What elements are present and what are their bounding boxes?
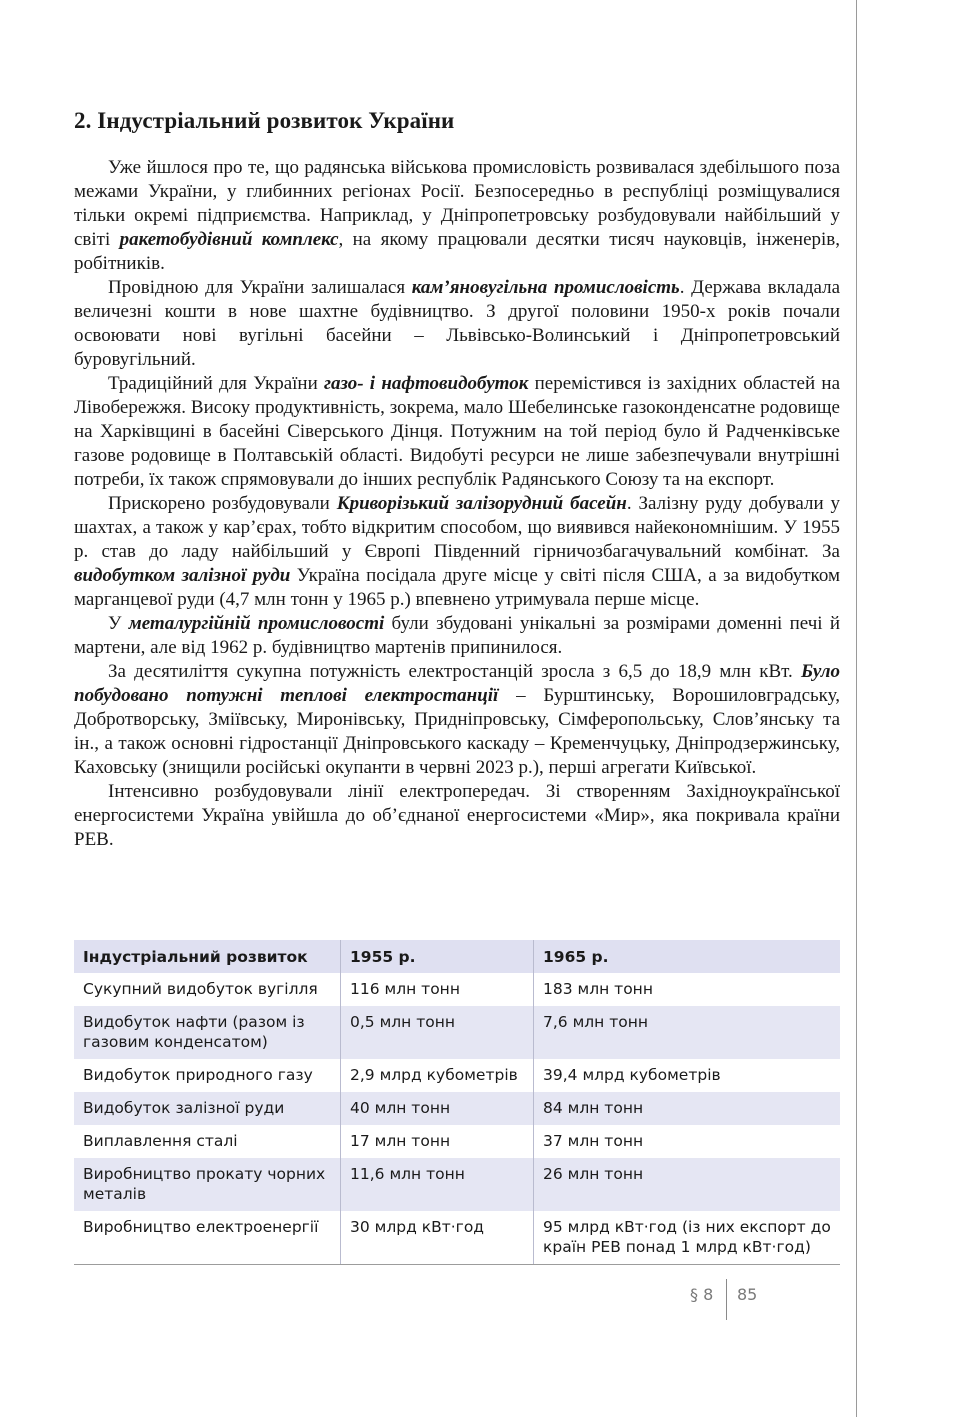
- table-cell: 11,6 млн тонн: [341, 1158, 534, 1211]
- paragraph-2: Провідною для України залишалася кам’яновугільна промисловість. Держава вкладала величезні кошти в нове шахтне будівництво. З другої половини 1950-х років почали освоювати нові вугільні басейни – Львівсько-Волинський і Дніпропетровський буровугільний.: [74, 277, 840, 370]
- table-cell: 2,9 млрд кубометрів: [341, 1059, 534, 1092]
- table-row: [74, 1158, 840, 1211]
- table-cell: 0,5 млн тонн: [341, 1006, 534, 1059]
- key-term: ракетобудівний комплекс: [119, 229, 339, 250]
- main-content: [74, 108, 840, 852]
- table-cell: 26 млн тонн: [534, 1158, 841, 1211]
- paragraph-3: Традиційний для України газо- і нафтовидобуток перемістився із західних областей на Лівобережжя. Високу продуктивність, зокрема, мало Шебелинське газоконденсатне родовище на Харківщині в басейні Сіверського Дінця. Потужним на той період було й Радченківське газове родовище в Полтавській області. Видобуті ресурси не лише забезпечували внутрішні потреби, їх також спрямовували до інших республік Радянського Союзу та на експорт.: [74, 373, 841, 490]
- column-header: 1955 р.: [341, 940, 534, 973]
- paragraph-4: Прискорено розбудовували Криворізький залізорудний басейн. Залізну руду добували у шахтах, а також у кар’єрах, тобто відкритим способом, що виявився найекономнішим. У 1955 р. став до ладу найбільший у Європі Південний гірничозбагачувальний комбінат. За видобутком залізної руди Україна посідала друге місце у світі після США, а за видобутком марганцевої руди (4,7 млн тонн у 1965 р.) впевнено утримувала перше місце.: [74, 493, 840, 610]
- key-term: газо- і нафтовидобуток: [324, 373, 529, 394]
- table-row: [74, 1125, 840, 1158]
- table-row: [74, 973, 840, 1006]
- table-row: [74, 1211, 840, 1265]
- key-term: кам’яновугільна промисловість: [411, 277, 680, 298]
- paragraph-7: Інтенсивно розбудовували лінії електропередач. Зі створенням Західноукраїнської енергосистеми Україна увійшла до об’єднаної енергосистеми «Мир», яка покривала країни РЕВ.: [74, 781, 840, 850]
- table-cell: Видобуток нафти (разом із газовим конденсатом): [74, 1006, 341, 1059]
- column-header: Індустріальний розвиток: [74, 940, 341, 973]
- table-cell: 116 млн тонн: [341, 973, 534, 1006]
- table-header-row: [74, 940, 840, 973]
- industrial-development-table: [74, 940, 840, 1265]
- table-cell: 30 млрд кВт·год: [341, 1211, 534, 1265]
- table-cell: 37 млн тонн: [543, 1132, 644, 1150]
- table-cell: Сукупний видобуток вугілля: [74, 973, 341, 1006]
- key-term: видобутком залізної руди: [74, 565, 291, 586]
- table-cell: Виробництво електроенергії: [74, 1211, 341, 1265]
- table-cell: 95 млрд кВт·год (із них експорт до країн РЕВ понад 1 млрд кВт·год): [534, 1211, 841, 1265]
- column-header: 1965 р.: [534, 940, 841, 973]
- table-cell: 17 млн тонн: [341, 1125, 534, 1158]
- page-number: 85: [737, 1285, 758, 1304]
- table-cell: 40 млн тонн: [341, 1092, 534, 1125]
- table-cell: 84 млн тонн: [534, 1092, 841, 1125]
- paragraph-1: Уже йшлося про те, що радянська військова промисловість розвивалася здебільшого поза межами України, у глибинних регіонах Росії. Безпосередньо в республіці розміщувалися тільки окремі підприємства. Наприклад, у Дніпропетровську розбудовували найбільший у світі ракетобудівний комплекс, на якому працювали десятки тисяч науковців, інженерів, робітників.: [74, 157, 840, 274]
- table-cell: Видобуток залізної руди: [74, 1092, 341, 1125]
- table-row: [74, 1006, 840, 1059]
- table-cell: Виплавлення сталі: [74, 1125, 341, 1158]
- paragraph-6: За десятиліття сукупна потужність електростанцій зросла з 6,5 до 18,9 млн кВт. Було побудовано потужні теплові електростанції – Бурштинську, Ворошиловградську, Добротворську, Зміївську, Миронівську, Придніпровську, Сімферопольську, Слов’янську та ін., а також основні гідростанції Дніпровського каскаду – Кременчуцьку, Дніпродзержинську, Каховську (знищили російські окупанти в червні 2023 р.), перші агрегати Київської.: [74, 661, 840, 778]
- table-row: [74, 1092, 840, 1125]
- table-cell: 183 млн тонн: [543, 980, 653, 998]
- key-term: Було побудовано потужні теплові електростанції: [74, 661, 840, 706]
- table-cell: 7,6 млн тонн: [534, 1006, 841, 1059]
- table-cell: Виробництво прокату чорних металів: [74, 1158, 341, 1211]
- table-cell: 39,4 млрд кубометрів: [543, 1066, 721, 1084]
- key-term: металургійній промисловості: [128, 613, 385, 634]
- paragraph-5: У металургійній промисловості були збудовані унікальні за розмірами доменні печі й мартени, але від 1962 р. будівництво мартенів припинилося.: [74, 613, 840, 658]
- table-row: [74, 1059, 840, 1092]
- page-edge-rule: [856, 0, 857, 1417]
- section-marker: § 8: [690, 1285, 714, 1304]
- footer-divider: [726, 1279, 727, 1320]
- key-term: Криворізький залізорудний басейн: [336, 493, 627, 514]
- table-cell: Видобуток природного газу: [74, 1059, 341, 1092]
- section-heading: 2. Індустріальний розвиток України: [74, 108, 455, 133]
